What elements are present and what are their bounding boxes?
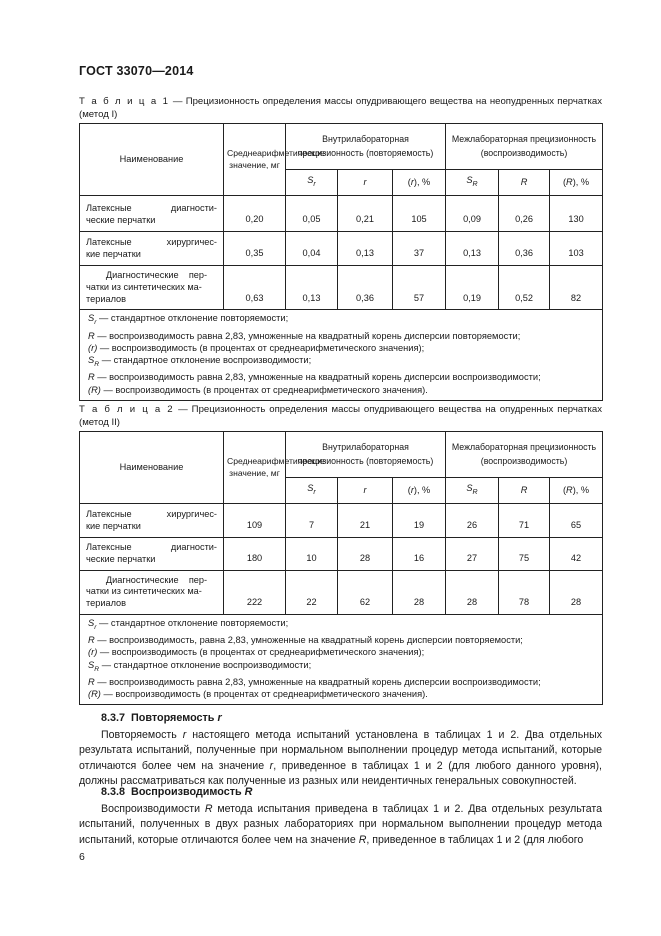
note-line: (R) — воспроизводимость (в процентах от среднеарифметического значения). [88, 689, 428, 700]
note-line: R — воспроизводимость, равна 2,83, умноженные на квадратный корень дисперсии повторяемости; [88, 635, 523, 646]
table-cell: 28 [446, 570, 499, 614]
note-line: $S_r$ — стандартное отклонение повторяемости; [88, 313, 289, 327]
table-1-header-name: Наименование [80, 124, 224, 196]
table-cell: 82 [550, 266, 603, 310]
table-2-row-2-name: Латексные диагности- ческие перчатки [80, 538, 224, 571]
table-2-header-name: Наименование [80, 432, 224, 504]
table-row [80, 504, 603, 538]
table-1-header-r: r [338, 170, 393, 196]
table-cell: 75 [499, 538, 550, 571]
table-1-caption-text: — Прецизионность определения массы опудривающего вещества на неопудренных перчатках (метод I) [79, 96, 602, 120]
section-8-3-8-paragraph: Воспроизводимости R метода испытания приведена в таблицах 1 и 2. Два отдельных результата испытаний, полученных в двух разных лабораториях при нормальном выполнении процедур метода испытаний, которые отличаются более чем на значение R, приведенное в таблицах 1 и 2 (для любого [79, 803, 602, 846]
section-8-3-7-paragraph: Повторяемость r настоящего метода испытаний установлена в таблицах 1 и 2. Два отдельных результата испытаний, полученные при нормальном выполнении процедур метода испытаний, которые отличаются более чем на значение r, приведенное в таблицах 1 и 2 (для любого данного уровня), должны рассматриваться как полученные из разных или неидентичных генеральных совокупностей. [79, 729, 602, 788]
table-cell: 21 [338, 504, 393, 538]
table-row [80, 266, 603, 310]
table-1-header-R: R [499, 170, 550, 196]
table-2-row-3-name: Диагностические пер- чатки из синтетических ма- териалов [80, 570, 224, 614]
note-line: R — воспроизводимость равна 2,83, умноженные на квадратный корень дисперсии воспроизводимости; [88, 372, 541, 383]
table-2-notes-row [80, 614, 603, 705]
table-2-header-inter: Межлабораторная прецизионность (воспроизводимость) [446, 432, 603, 478]
table-cell: 28 [550, 570, 603, 614]
table-cell: 27 [446, 538, 499, 571]
table-2-header-intra: Внутрилабораторная прецизионность (повторяемость) [286, 432, 446, 478]
table-cell: 0,04 [286, 232, 338, 266]
table-cell: 22 [286, 570, 338, 614]
table-1-header-sr: $S_r$ [286, 170, 338, 196]
table-2-header-r: r [338, 478, 393, 504]
table-cell: 0,35 [224, 232, 286, 266]
table-cell: 0,13 [286, 266, 338, 310]
table-1-header-mean: Среднеарифметическое значение, мг [224, 124, 286, 196]
table-cell: 0,13 [338, 232, 393, 266]
table-2-notes [80, 614, 603, 705]
table-1-notes [80, 310, 603, 401]
table-1-caption-label: Т а б л и ц а 1 [79, 96, 170, 107]
table-cell: 78 [499, 570, 550, 614]
table-cell: 16 [393, 538, 446, 571]
note-line: R — воспроизводимость равна 2,83, умноженные на квадратный корень дисперсии воспроизводимости; [88, 676, 541, 687]
table-1-header-intra: Внутрилабораторная прецизионность (повторяемость) [286, 124, 446, 170]
table-2-header-R-pct: (R), % [550, 478, 603, 504]
table-cell: 103 [550, 232, 603, 266]
note-line: $S_R$ — стандартное отклонение воспроизводимости; [88, 659, 312, 673]
section-8-3-7-title: 8.3.7 Повторяемость r [101, 712, 222, 724]
table-cell: 109 [224, 504, 286, 538]
table-2-header-sR: $S_R$ [446, 478, 499, 504]
table-2-header-mean: Среднеарифметическое значение, мг [224, 432, 286, 504]
table-cell: 0,36 [338, 266, 393, 310]
table-1-header-sR: $S_R$ [446, 170, 499, 196]
table-cell: 222 [224, 570, 286, 614]
note-line: (r) — воспроизводимость (в процентах от среднеарифметического значения); [88, 647, 425, 658]
note-line: R — воспроизводимость равна 2,83, умноженные на квадратный корень дисперсии повторяемости; [88, 330, 521, 341]
section-8-3-8-title: 8.3.8 Воспроизводимость R [101, 786, 253, 798]
table-cell: 42 [550, 538, 603, 571]
table-1-row-2-name: Латексные хирургичес- кие перчатки [80, 232, 224, 266]
table-1-header-inter: Межлабораторная прецизионность (воспроизводимость) [446, 124, 603, 170]
table-cell: 180 [224, 538, 286, 571]
table-2-caption [79, 403, 602, 429]
table-cell: 0,63 [224, 266, 286, 310]
table-1 [79, 123, 603, 401]
table-2 [79, 431, 603, 705]
table-cell: 0,21 [338, 196, 393, 232]
note-line: $S_r$ — стандартное отклонение повторяемости; [88, 617, 289, 631]
table-2-header-R: R [499, 478, 550, 504]
table-cell: 0,09 [446, 196, 499, 232]
table-cell: 0,26 [499, 196, 550, 232]
table-cell: 105 [393, 196, 446, 232]
note-line: $S_R$ — стандартное отклонение воспроизводимости; [88, 355, 312, 368]
note-line: (r) — воспроизводимость (в процентах от среднеарифметического значения); [88, 342, 425, 353]
table-1-row-1-name: Латексные диагности- ческие перчатки [80, 196, 224, 232]
table-cell: 26 [446, 504, 499, 538]
table-2-caption-text: — Прецизионность определения массы опудривающего вещества на опудренных перчатках (метод II) [79, 404, 602, 428]
table-2-caption-label: Т а б л и ц а 2 [79, 404, 175, 415]
table-row [80, 196, 603, 232]
table-row [80, 232, 603, 266]
table-cell: 28 [338, 538, 393, 571]
table-cell: 37 [393, 232, 446, 266]
table-1-header-R-pct: (R), % [550, 170, 603, 196]
table-row [80, 570, 603, 614]
table-2-header-sr: $S_r$ [286, 478, 338, 504]
table-1-row-3-name: Диагностические пер- чатки из синтетических ма- териалов [80, 266, 224, 310]
table-1-caption [79, 95, 602, 121]
table-1-notes-row [80, 310, 603, 401]
table-cell: 130 [550, 196, 603, 232]
table-cell: 0,19 [446, 266, 499, 310]
table-cell: 62 [338, 570, 393, 614]
table-cell: 7 [286, 504, 338, 538]
table-cell: 0,36 [499, 232, 550, 266]
table-cell: 65 [550, 504, 603, 538]
table-cell: 28 [393, 570, 446, 614]
table-cell: 57 [393, 266, 446, 310]
page-number: 6 [79, 851, 85, 863]
table-cell: 71 [499, 504, 550, 538]
table-cell: 0,13 [446, 232, 499, 266]
table-cell: 19 [393, 504, 446, 538]
table-2-row-1-name: Латексные хирургичес- кие перчатки [80, 504, 224, 538]
table-2-header-r-pct: (r), % [393, 478, 446, 504]
table-cell: 0,20 [224, 196, 286, 232]
table-cell: 10 [286, 538, 338, 571]
table-cell: 0,05 [286, 196, 338, 232]
table-row [80, 538, 603, 571]
table-cell: 0,52 [499, 266, 550, 310]
page-header: ГОСТ 33070—2014 [79, 64, 194, 78]
note-line: (R) — воспроизводимость (в процентах от среднеарифметического значения). [88, 384, 428, 395]
table-1-header-r-pct: (r), % [393, 170, 446, 196]
